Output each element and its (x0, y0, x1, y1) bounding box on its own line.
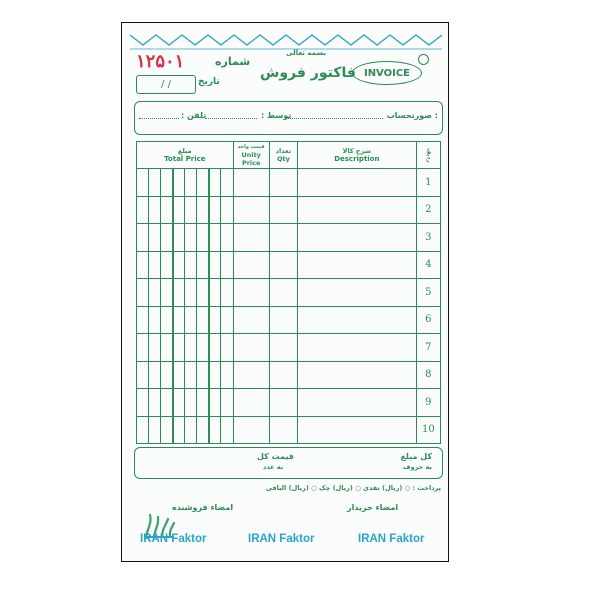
price-cell[interactable] (209, 196, 221, 224)
by-label: : توسط (261, 111, 292, 120)
description-cell[interactable] (297, 416, 416, 444)
table-row (137, 361, 441, 389)
price-cell[interactable] (137, 196, 149, 224)
price-cell[interactable] (197, 361, 209, 389)
unit-price-header (233, 142, 269, 169)
total-price-header-fa: مبلغ (177, 147, 192, 155)
price-cell[interactable] (137, 416, 149, 444)
payment-methods: پرداخت : ○ (ریال) نقدی ○ (ریال) چک ○ (ریال) الباقی (265, 484, 441, 492)
qty-header (269, 142, 297, 169)
row-number-header (416, 142, 440, 169)
price-cell[interactable] (197, 389, 209, 417)
price-cell[interactable] (137, 224, 149, 252)
price-cell[interactable] (209, 416, 221, 444)
table-row (137, 196, 441, 224)
seller-signature-label: امضاء فروشنده (172, 503, 234, 512)
unit-price-cell[interactable] (233, 224, 269, 252)
phone-label: : تلفن (181, 111, 207, 120)
price-cell[interactable] (221, 251, 233, 279)
number-label: شماره (215, 55, 251, 68)
unit-price-cell[interactable] (233, 361, 269, 389)
qty-cell[interactable] (269, 306, 297, 334)
price-cell[interactable] (197, 169, 209, 197)
price-cell[interactable] (221, 279, 233, 307)
total-price-header (137, 142, 234, 169)
account-field[interactable] (285, 118, 383, 119)
description-header-en: Description (334, 155, 380, 163)
description-cell[interactable] (297, 169, 416, 197)
description-header (297, 142, 416, 169)
price-cell[interactable] (197, 224, 209, 252)
qty-cell[interactable] (269, 361, 297, 389)
row-number: 6 (416, 306, 440, 334)
unit-price-cell[interactable] (233, 169, 269, 197)
description-cell[interactable] (297, 279, 416, 307)
row-number: 3 (416, 224, 440, 252)
logo-icon (418, 54, 429, 65)
qty-cell[interactable] (269, 196, 297, 224)
row-number: 7 (416, 334, 440, 362)
price-cell[interactable] (161, 361, 173, 389)
brand-logo-2: IRAN Faktor (248, 533, 315, 545)
price-cell[interactable] (185, 306, 197, 334)
price-cell[interactable] (221, 416, 233, 444)
total-price-header-en: Total Price (164, 155, 206, 163)
price-cell[interactable] (161, 169, 173, 197)
qty-header-en: Qty (276, 155, 290, 163)
price-cell[interactable] (149, 196, 161, 224)
invoice-badge: INVOICE (352, 61, 422, 85)
price-cell[interactable] (149, 169, 161, 197)
unit-price-cell[interactable] (233, 389, 269, 417)
price-cell[interactable] (173, 224, 185, 252)
in-letters-label: به حروف (403, 463, 432, 471)
price-cell[interactable] (221, 224, 233, 252)
row-number: 5 (416, 279, 440, 307)
price-cell[interactable] (197, 416, 209, 444)
table-row (137, 224, 441, 252)
buyer-signature-label: امضاء خریدار (347, 503, 399, 512)
customer-info-box (134, 101, 443, 135)
price-cell[interactable] (137, 306, 149, 334)
items-table (136, 141, 441, 444)
in-numbers-label: به عدد (263, 463, 284, 471)
price-cell[interactable] (173, 169, 185, 197)
price-cell[interactable] (209, 361, 221, 389)
price-cell[interactable] (161, 251, 173, 279)
price-cell[interactable] (173, 279, 185, 307)
price-cell[interactable] (221, 361, 233, 389)
price-cell[interactable] (209, 279, 221, 307)
price-cell[interactable] (137, 389, 149, 417)
decorative-border (130, 31, 442, 51)
price-cell[interactable] (137, 251, 149, 279)
price-cell[interactable] (137, 169, 149, 197)
totals-box (134, 447, 443, 479)
unit-price-header-en2: Price (241, 159, 261, 167)
by-field[interactable] (205, 118, 257, 119)
price-cell[interactable] (149, 361, 161, 389)
description-header-fa: شرح کالا (342, 147, 372, 155)
price-cell[interactable] (185, 251, 197, 279)
description-cell[interactable] (297, 196, 416, 224)
unit-price-cell[interactable] (233, 416, 269, 444)
description-cell[interactable] (297, 389, 416, 417)
price-cell[interactable] (173, 389, 185, 417)
price-cell[interactable] (161, 334, 173, 362)
qty-cell[interactable] (269, 224, 297, 252)
unit-price-cell[interactable] (233, 306, 269, 334)
row-number: 2 (416, 196, 440, 224)
besmeh-text: بسمه تعالی (286, 49, 327, 57)
price-cell[interactable] (173, 196, 185, 224)
price-cell[interactable] (209, 334, 221, 362)
price-cell[interactable] (161, 279, 173, 307)
table-row (137, 279, 441, 307)
price-cell[interactable] (149, 334, 161, 362)
unit-price-cell[interactable] (233, 196, 269, 224)
price-cell[interactable] (185, 416, 197, 444)
price-cell[interactable] (221, 334, 233, 362)
price-cell[interactable] (161, 389, 173, 417)
price-cell[interactable] (173, 416, 185, 444)
account-label: صورتحساب : (386, 111, 438, 120)
qty-cell[interactable] (269, 389, 297, 417)
price-cell[interactable] (173, 334, 185, 362)
price-cell[interactable] (185, 169, 197, 197)
price-cell[interactable] (149, 279, 161, 307)
page-title: فاکتور فروش (260, 65, 356, 81)
price-cell[interactable] (161, 306, 173, 334)
unit-price-cell[interactable] (233, 334, 269, 362)
price-cell[interactable] (209, 306, 221, 334)
phone-field[interactable] (139, 118, 179, 119)
price-cell[interactable] (173, 251, 185, 279)
qty-cell[interactable] (269, 416, 297, 444)
price-cell[interactable] (149, 306, 161, 334)
price-cell[interactable] (197, 251, 209, 279)
description-cell[interactable] (297, 361, 416, 389)
price-cell[interactable] (149, 224, 161, 252)
price-cell[interactable] (209, 251, 221, 279)
price-cell[interactable] (185, 361, 197, 389)
price-cell[interactable] (209, 169, 221, 197)
price-cell[interactable] (209, 389, 221, 417)
price-cell[interactable] (137, 279, 149, 307)
description-cell[interactable] (297, 224, 416, 252)
price-cell[interactable] (173, 306, 185, 334)
row-number-header-fa: ردیف (425, 147, 432, 163)
qty-cell[interactable] (269, 251, 297, 279)
qty-cell[interactable] (269, 279, 297, 307)
brand-logo-1: IRAN Faktor (140, 533, 207, 545)
qty-header-fa: تعداد (275, 147, 292, 155)
row-number: 4 (416, 251, 440, 279)
price-cell[interactable] (149, 389, 161, 417)
unit-price-cell[interactable] (233, 279, 269, 307)
row-number: 9 (416, 389, 440, 417)
total-price-label: قیمت کل (257, 452, 294, 461)
unit-price-header-fa: قیمت واحد (237, 144, 265, 150)
price-cell[interactable] (149, 251, 161, 279)
price-cell[interactable] (185, 224, 197, 252)
price-cell[interactable] (221, 169, 233, 197)
table-row (137, 306, 441, 334)
brand-logo-3: IRAN Faktor (358, 533, 425, 545)
table-row (137, 416, 441, 444)
price-cell[interactable] (149, 416, 161, 444)
price-cell[interactable] (221, 196, 233, 224)
table-row (137, 169, 441, 197)
qty-cell[interactable] (269, 169, 297, 197)
table-header-row (137, 142, 441, 169)
price-cell[interactable] (161, 224, 173, 252)
table-row (137, 334, 441, 362)
price-cell[interactable] (173, 361, 185, 389)
price-cell[interactable] (221, 389, 233, 417)
price-cell[interactable] (221, 306, 233, 334)
price-cell[interactable] (197, 279, 209, 307)
price-cell[interactable] (209, 224, 221, 252)
unit-price-cell[interactable] (233, 251, 269, 279)
date-field[interactable]: / / (136, 75, 196, 94)
table-row (137, 251, 441, 279)
price-cell[interactable] (197, 306, 209, 334)
row-number: 8 (416, 361, 440, 389)
price-cell[interactable] (185, 389, 197, 417)
price-cell[interactable] (185, 196, 197, 224)
date-label: تاریخ (198, 77, 220, 87)
description-cell[interactable] (297, 251, 416, 279)
price-cell[interactable] (197, 196, 209, 224)
description-cell[interactable] (297, 306, 416, 334)
serial-number: ۱۲۵۰۱ (136, 51, 185, 72)
total-amount-label: کل مبلغ (400, 452, 432, 461)
unit-price-header-en1: Unity (241, 151, 261, 159)
price-cell[interactable] (185, 279, 197, 307)
price-cell[interactable] (161, 196, 173, 224)
price-cell[interactable] (161, 416, 173, 444)
description-cell[interactable] (297, 334, 416, 362)
price-cell[interactable] (197, 334, 209, 362)
price-cell[interactable] (137, 361, 149, 389)
row-number: 10 (416, 416, 440, 444)
table-row (137, 389, 441, 417)
qty-cell[interactable] (269, 334, 297, 362)
row-number: 1 (416, 169, 440, 197)
price-cell[interactable] (137, 334, 149, 362)
price-cell[interactable] (185, 334, 197, 362)
invoice-form (121, 22, 449, 562)
